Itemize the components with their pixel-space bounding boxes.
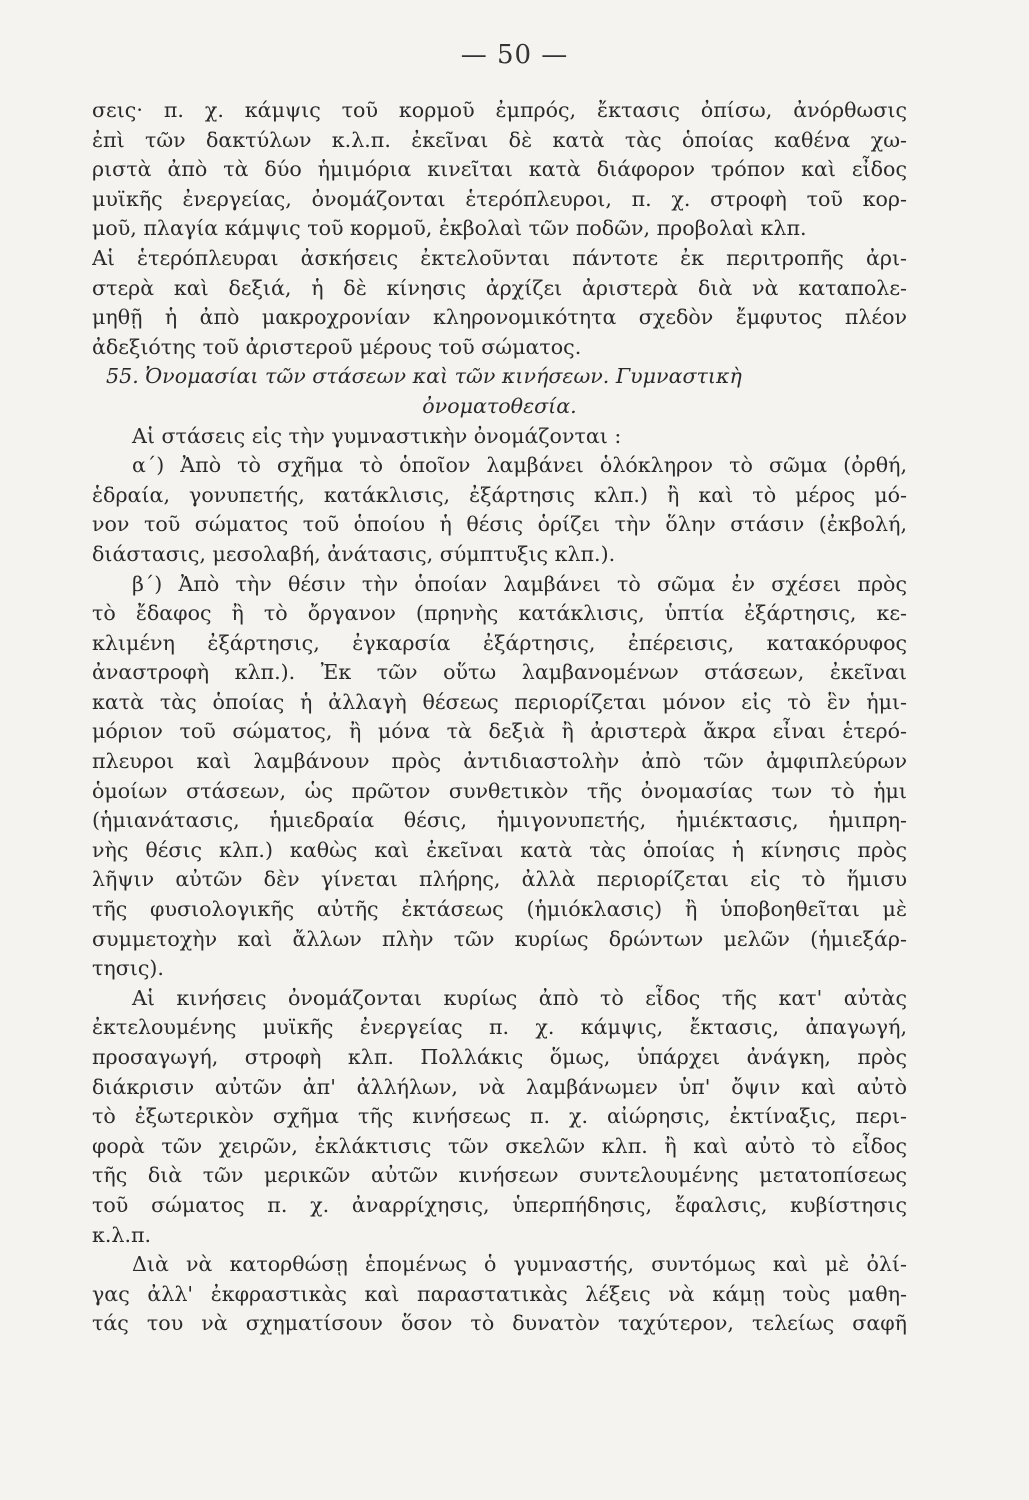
page-number: — 50 —: [460, 40, 569, 70]
text-line: τὸ ἔδαφος ἢ τὸ ὄργανον (πρηνὴς κατάκλισις, ὑπτία ἐξάρτησις, κε-: [92, 601, 907, 626]
text-line: ἀναστροφὴ κλπ.). Ἐκ τῶν οὕτω λαμβανομένων στάσεων, ἐκεῖναι: [92, 660, 907, 685]
text-line: (ἡμιανάτασις, ἡμιεδραία θέσις, ἡμιγονυπετής, ἡμιέκτασις, ἡμιπρη-: [92, 808, 907, 833]
text-line: ἐκτελουμένης μυϊκῆς ἐνεργείας π. χ. κάμψις, ἔκτασις, ἀπαγωγή,: [92, 1015, 907, 1040]
text-line: α΄) Ἀπὸ τὸ σχῆμα τὸ ὁποῖον λαμβάνει ὁλόκληρον τὸ σῶμα (ὀρθή,: [132, 453, 907, 478]
section-heading-line-1: 55. Ὀνομασίαι τῶν στάσεων καὶ τῶν κινήσεων. Γυμναστικὴ: [106, 364, 742, 389]
text-line: συμμετοχὴν καὶ ἄλλων πλὴν τῶν κυρίως δρώντων μελῶν (ἡμιεξάρ-: [92, 926, 907, 951]
text-line: διάστασις, μεσολαβή, ἀνάτασις, σύμπτυξις κλπ.).: [92, 541, 616, 566]
text-line: Αἱ ἑτερόπλευραι ἀσκήσεις ἐκτελοῦνται πάντοτε ἐκ περιτροπῆς ἀρι-: [92, 245, 907, 270]
text-line: τὸ ἐξωτερικὸν σχῆμα τῆς κινήσεως π. χ. αἰώρησις, ἐκτίναξις, περι-: [92, 1104, 907, 1129]
text-line: γας ἀλλ' ἐκφραστικὰς καὶ παραστατικὰς λέξεις νὰ κάμῃ τοὺς μαθη-: [92, 1281, 907, 1306]
text-line: διάκρισιν αὐτῶν ἀπ' ἀλλήλων, νὰ λαμβάνωμεν ὑπ' ὄψιν καὶ αὐτὸ: [92, 1074, 907, 1099]
text-line: Αἱ κινήσεις ὀνομάζονται κυρίως ἀπὸ τὸ εἶδος τῆς κατ' αὐτὰς: [132, 985, 907, 1010]
text-line: στερὰ καὶ δεξιά, ἡ δὲ κίνησις ἀρχίζει ἀριστερὰ διὰ νὰ καταπολε-: [92, 275, 907, 300]
text-line: νὴς θέσις κλπ.) καθὼς καὶ ἐκεῖναι κατὰ τὰς ὁποίας ἡ κίνησις πρὸς: [92, 837, 907, 862]
text-line: μυϊκῆς ἐνεργείας, ὀνομάζονται ἑτερόπλευροι, π. χ. στροφὴ τοῦ κορ-: [92, 186, 907, 211]
text-line: Διὰ νὰ κατορθώσῃ ἑπομένως ὁ γυμναστής, συντόμως καὶ μὲ ὀλί-: [132, 1252, 907, 1277]
text-line: ἑδραία, γονυπετής, κατάκλισις, ἐξάρτησις κλπ.) ἢ καὶ τὸ μέρος μό-: [92, 482, 907, 507]
text-line: λῆψιν αὐτῶν δὲν γίνεται πλήρης, ἀλλὰ περιορίζεται εἰς τὸ ἥμισυ: [92, 867, 907, 892]
text-line: κ.λ.π.: [92, 1222, 152, 1247]
text-line: Αἱ στάσεις εἰς τὴν γυμναστικὴν ὀνομάζονται :: [132, 423, 622, 448]
text-line: κλιμένη ἐξάρτησις, ἐγκαρσία ἐξάρτησις, ἐπέρεισις, κατακόρυφος: [92, 630, 907, 655]
text-line: ἀδεξιότης τοῦ ἀριστεροῦ μέρους τοῦ σώματος.: [92, 334, 582, 359]
text-line: κατὰ τὰς ὁποίας ἡ ἀλλαγὴ θέσεως περιορίζεται μόνον εἰς τὸ ἓν ἡμι-: [92, 689, 907, 714]
text-line: σεις· π. χ. κάμψις τοῦ κορμοῦ ἐμπρός, ἔκτασις ὀπίσω, ἀνόρθωσις: [92, 98, 907, 122]
text-line: νον τοῦ σώματος τοῦ ὁποίου ἡ θέσις ὁρίζει τὴν ὅλην στάσιν (ἐκβολή,: [92, 512, 907, 537]
section-heading-line-2: ὀνοματοθεσία.: [422, 393, 577, 418]
text-line: φορὰ τῶν χειρῶν, ἐκλάκτισις τῶν σκελῶν κλπ. ἢ καὶ αὐτὸ τὸ εἶδος: [92, 1133, 907, 1158]
text-line: ἐπὶ τῶν δακτύλων κ.λ.π. ἐκεῖναι δὲ κατὰ τὰς ὁποίας καθένα χω-: [92, 127, 907, 152]
text-line: ὁμοίων στάσεων, ὡς πρῶτον συνθετικὸν τῆς ὀνομασίας των τὸ ἡμι: [92, 778, 907, 803]
text-line: τῆς διὰ τῶν μερικῶν αὐτῶν κινήσεων συντελουμένης μετατοπίσεως: [92, 1163, 907, 1188]
text-line: τάς του νὰ σχηματίσουν ὅσον τὸ δυνατὸν ταχύτερον, τελείως σαφῆ: [92, 1311, 907, 1336]
text-line: πλευροι καὶ λαμβάνουν πρὸς ἀντιδιαστολὴν ἀπὸ τῶν ἀμφιπλεύρων: [92, 749, 907, 774]
text-line: β΄) Ἀπὸ τὴν θέσιν τὴν ὁποίαν λαμβάνει τὸ σῶμα ἐν σχέσει πρὸς: [132, 571, 907, 596]
text-line: μηθῇ ἡ ἀπὸ μακροχρονίαν κληρονομικότητα σχεδὸν ἔμφυτος πλέον: [92, 305, 907, 330]
paragraph-block-1: [92, 96, 907, 362]
text-line: προσαγωγή, στροφὴ κλπ. Πολλάκις ὅμως, ὑπάρχει ἀνάγκη, πρὸς: [92, 1045, 907, 1069]
text-line: μοῦ, πλαγία κάμψις τοῦ κορμοῦ, ἐκβολαὶ τῶν ποδῶν, προβολαὶ κλπ.: [92, 216, 807, 241]
text-line: τοῦ σώματος π. χ. ἀναρρίχησις, ὑπερπήδησις, ἔφαλσις, κυβίστησις: [92, 1192, 907, 1217]
text-line: μόριον τοῦ σώματος, ἢ μόνα τὰ δεξιὰ ἢ ἀριστερὰ ἄκρα εἶναι ἑτερό-: [92, 719, 907, 744]
text-line: τησις).: [92, 956, 164, 981]
text-line: τῆς φυσιολογικῆς αὐτῆς ἐκτάσεως (ἡμιόκλασις) ἢ ὑποβοηθεῖται μὲ: [92, 897, 907, 922]
body-text: [92, 96, 907, 1339]
paragraph-block-2: [92, 422, 907, 1339]
text-line: ριστὰ ἀπὸ τὰ δύο ἡμιμόρια κινεῖται κατὰ διάφορον τρόπον καὶ εἶδος: [92, 157, 907, 182]
